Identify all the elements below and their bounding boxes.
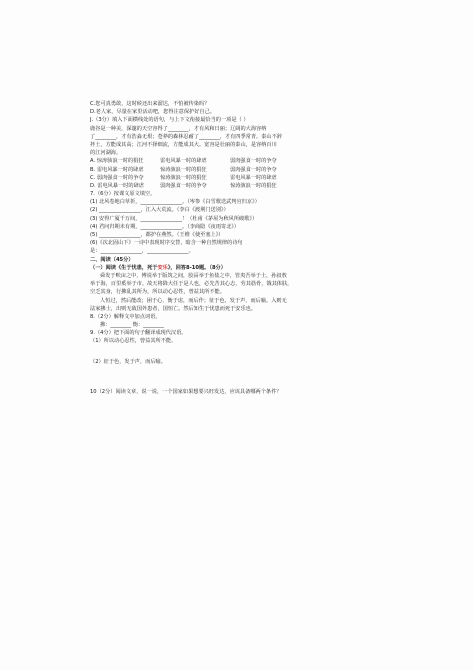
q6-option-b-2: 惊涛骇浪一时的狷狂: [160, 166, 207, 173]
q6-option-d-2: 弱肉强食一时的争夺: [160, 182, 207, 189]
q6-option-a-3: 弱肉强食一时的争夺: [230, 158, 277, 165]
q6-option-a-1: A. 惊涛骇浪一时的狷狂: [90, 158, 144, 165]
q7-item-6: (6)《次北固山下》一诗中表现时序交替，暗含一种自然规律的诗句: [90, 240, 243, 247]
reading-passage-line-4: 人恒过，然后能改；困于心，衡于虑，而后作；征于色，发于声，而后喻。入则无: [100, 297, 287, 304]
q6-passage-line-1: 鹿谷是一种美，深邃的天空容得了________，才有风和日丽；辽阔的大海容纳: [90, 125, 267, 132]
reading-passage-line-1: 舜发于畎亩之中，傅说举于版筑之间，胶鬲举于鱼盐之中，管夷吾举于士，孙叔敖: [100, 272, 287, 279]
reading-passage-line-3: 空乏其身，行拂乱其所为，所以动心忍性，曾益其所不能。: [90, 289, 225, 296]
exam-content: [90, 100, 390, 396]
reading-sub-title-highlight: 安乐: [157, 264, 168, 271]
q6-option-c-3: 雷电风暴一时的肆虐: [230, 174, 277, 181]
q9-stem: 9.（4分）把下面的句子翻译成现代汉语。: [90, 330, 187, 337]
q7-item-3: (3) 安得广厦千万间，________________！（杜甫《茅屋为秋风所破歌》）: [90, 215, 258, 222]
q5-option-c: C.您可真勇敢，这时候还出来溜达，不怕被传染吗？: [90, 101, 210, 107]
q9-item-2: （2）征于色，发于声，而后喻。: [90, 358, 166, 365]
q6-option-c: [90, 174, 390, 182]
q6-option-d-3: 惊涛骇浪一时的狷狂: [230, 182, 277, 189]
q7-item-6-cont: 是：________________，________________。: [90, 248, 194, 255]
q6-option-d-1: D. 雷电风暴一时的肆虐: [90, 182, 144, 189]
q6-option-c-2: 惊涛骇浪一时的狷狂: [160, 174, 207, 181]
q7-item-5: (5) ________________，都护在燕然。（王维《使至塞上》）: [90, 232, 224, 238]
q6-option-c-1: C. 弱肉强食一时的争夺: [90, 174, 144, 181]
q7-item-2: (2) ________________，江入大荒流。（李白《渡荆门送别》）: [90, 207, 229, 214]
q8-stem: 8.（2分）解释文中加点词语。: [90, 313, 161, 320]
reading-passage-line-5: 法家拂士，出则无敌国外患者，国恒亡。然后知生于忧患而死于安乐也。: [90, 305, 257, 312]
q6-stem: J.（3分）填入下面横线处的语句，与上下文衔接最恰当的一项是（ ）: [90, 117, 249, 124]
q7-item-4: (4) 君问归期未有期，________________。（李商隐《夜雨寄北》）: [90, 223, 240, 230]
q7-stem: 7.（6分）按课文原文填空。: [90, 191, 156, 198]
q6-passage-line-3: 抔土，方能成其高；江河不择细流，方能成其大。宽容是壮丽的泰山，是容纳百川: [90, 141, 277, 148]
reading-section-title: 二、阅读（45分）: [90, 256, 134, 263]
q10-stem: 10（2分）阅读文章，说一说，一个国家如果想要兴旺发达，应该具备哪两个条件？: [90, 388, 282, 395]
reading-sub-title-suffix: 》，回答8-10题。（8分）: [167, 264, 226, 271]
q6-option-b-3: 弱肉强食一时的争夺: [230, 166, 277, 173]
reading-passage-line-2: 举于海，百里奚举于市。故天将降大任于是人也，必先苦其心志，劳其筋骨，饿其体肤，: [90, 281, 293, 288]
q6-option-d: [90, 182, 390, 190]
q6-option-b: [90, 166, 390, 174]
reading-sub-title: [90, 264, 390, 272]
q8-blanks: 拂：________ 衡：________: [100, 322, 164, 329]
q6-passage-line-2: 了________，才有浩淼无垠；苍莽的森林忍耐了________，才有四季常青。泰山不辞: [90, 133, 282, 140]
q5-option-d: D.老人家，尽量在家里活动吧，您得注意保护好自己。: [90, 109, 215, 116]
q6-option-a-2: 雷电风暴一时的肆虐: [160, 158, 207, 165]
reading-sub-title-prefix: （一）阅读《生于忧患，死于: [90, 264, 158, 271]
q7-item-1: (1) 北风卷地白草折，________________。（岑参《白雪歌送武判官归京》）: [90, 199, 260, 206]
q6-option-a: [90, 157, 390, 165]
q6-option-b-1: B. 雷电风暴一时的肆虐: [90, 166, 144, 173]
q6-passage-line-4: 的江河湖海。: [90, 150, 122, 157]
q9-item-1: （1）所以动心忍性，曾益其所不能。: [90, 338, 177, 345]
